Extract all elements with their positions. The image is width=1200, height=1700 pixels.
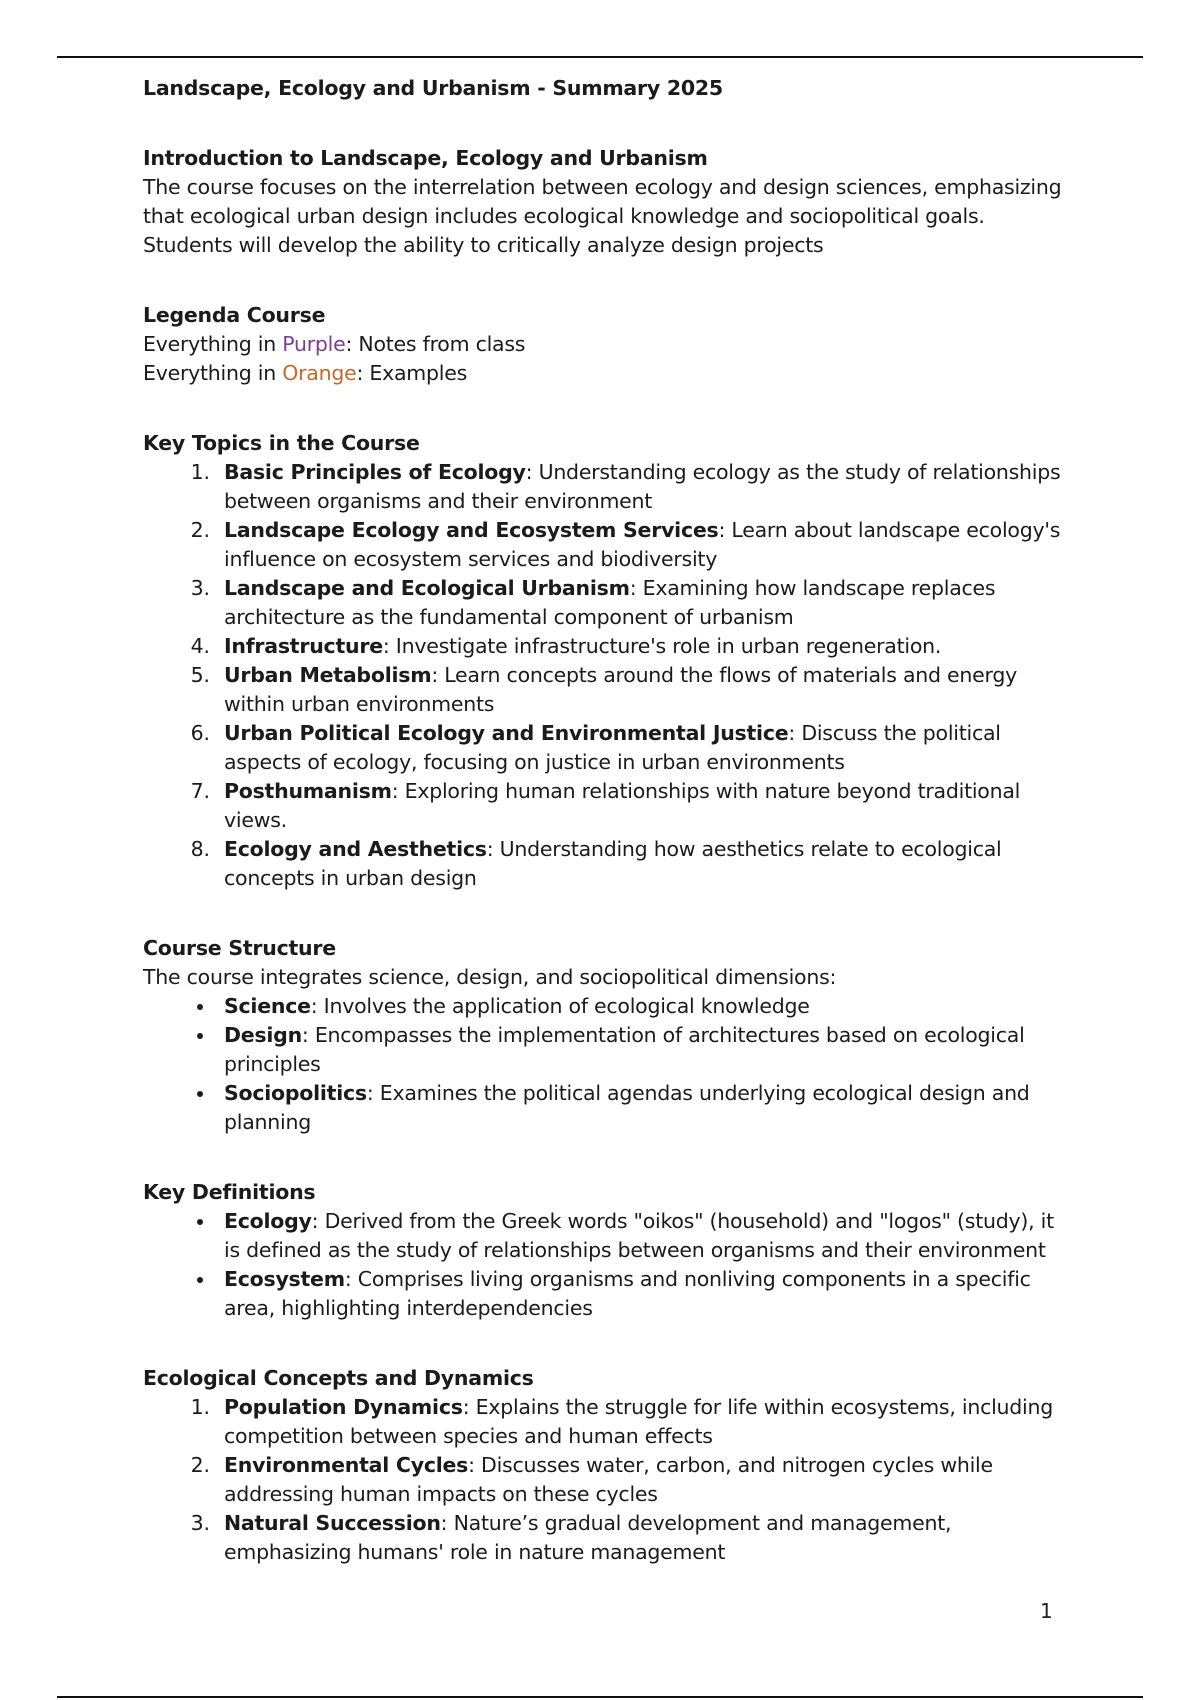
structure-term: Sociopolitics (224, 1081, 367, 1105)
topic-term: Landscape and Ecological Urbanism (224, 576, 630, 600)
course-structure-heading: Course Structure (143, 936, 336, 960)
list-item (216, 992, 1073, 1021)
topic-term: Ecology and Aesthetics (224, 837, 487, 861)
top-rule (57, 56, 1143, 58)
structure-term: Design (224, 1023, 302, 1047)
topic-desc: : Learn about landscape ecology's influence on ecosystem services and biodiversity (224, 518, 1061, 571)
key-definitions-heading: Key Definitions (143, 1180, 316, 1204)
legend-purple-word: Purple (282, 332, 346, 356)
legend-line-orange (143, 359, 1073, 388)
legend-line2-prefix: Everything in (143, 361, 283, 385)
legend-section (143, 301, 1073, 388)
list-item (216, 574, 1073, 632)
structure-desc: : Examines the political agendas underlying ecological design and planning (224, 1081, 1030, 1134)
document-title: Landscape, Ecology and Urbanism - Summary 2025 (143, 76, 723, 100)
concept-desc: : Nature’s gradual development and management, emphasizing humans' role in nature management (224, 1511, 952, 1564)
ecological-concepts-list (143, 1393, 1073, 1567)
course-structure-list (143, 992, 1073, 1137)
definition-term: Ecosystem (224, 1267, 345, 1291)
bottom-rule (57, 1696, 1143, 1698)
intro-body: The course focuses on the interrelation between ecology and design sciences, emphasizing that ecological urban design includes ecological knowledge and sociopolitical goals. Students will develop the ability to critically analyze design projects (143, 175, 1062, 257)
definition-desc: : Comprises living organisms and nonliving components in a specific area, highlighting interdependencies (224, 1267, 1031, 1320)
legend-line1-prefix: Everything in (143, 332, 283, 356)
topic-desc: : Understanding ecology as the study of relationships between organisms and their environment (224, 460, 1061, 513)
intro-section (143, 144, 1073, 260)
ecological-concepts-section (143, 1364, 1073, 1567)
list-item (216, 835, 1073, 893)
key-topics-heading: Key Topics in the Course (143, 431, 420, 455)
legend-heading: Legenda Course (143, 303, 326, 327)
document-body (143, 74, 1073, 1567)
structure-term: Science (224, 994, 311, 1018)
legend-line1-suffix: : Notes from class (345, 332, 526, 356)
topic-desc: : Understanding how aesthetics relate to ecological concepts in urban design (224, 837, 1002, 890)
list-item (216, 1509, 1073, 1567)
key-definitions-list (143, 1207, 1073, 1323)
topic-term: Posthumanism (224, 779, 392, 803)
topic-term: Landscape Ecology and Ecosystem Services (224, 518, 719, 542)
concept-term: Natural Succession (224, 1511, 441, 1535)
topic-term: Urban Metabolism (224, 663, 432, 687)
concept-desc: : Explains the struggle for life within ecosystems, including competition between species and human effects (224, 1395, 1053, 1448)
concept-desc: : Discusses water, carbon, and nitrogen cycles while addressing human impacts on these cycles (224, 1453, 993, 1506)
ecological-concepts-heading: Ecological Concepts and Dynamics (143, 1366, 534, 1390)
list-item (216, 1207, 1073, 1265)
topic-desc: : Exploring human relationships with nature beyond traditional views. (224, 779, 1021, 832)
structure-desc: : Involves the application of ecological knowledge (310, 994, 810, 1018)
key-definitions-section (143, 1178, 1073, 1323)
concept-term: Population Dynamics (224, 1395, 463, 1419)
topic-term: Basic Principles of Ecology (224, 460, 526, 484)
topic-term: Urban Political Ecology and Environmental Justice (224, 721, 789, 745)
concept-term: Environmental Cycles (224, 1453, 469, 1477)
list-item (216, 458, 1073, 516)
course-structure-section (143, 934, 1073, 1137)
topic-term: Infrastructure (224, 634, 383, 658)
legend-line-purple (143, 330, 1073, 359)
list-item (216, 777, 1073, 835)
list-item (216, 1021, 1073, 1079)
topic-desc: : Discuss the political aspects of ecology, focusing on justice in urban environments (224, 721, 1001, 774)
structure-desc: : Encompasses the implementation of architectures based on ecological principles (224, 1023, 1025, 1076)
topic-desc: : Examining how landscape replaces architecture as the fundamental component of urbanism (224, 576, 996, 629)
list-item (216, 1079, 1073, 1137)
topic-desc: : Learn concepts around the flows of materials and energy within urban environments (224, 663, 1017, 716)
list-item (216, 1393, 1073, 1451)
list-item (216, 1451, 1073, 1509)
list-item (216, 516, 1073, 574)
key-topics-section (143, 429, 1073, 893)
definition-desc: : Derived from the Greek words "oikos" (household) and "logos" (study), it is defined as the study of relationships between organisms and their environment (224, 1209, 1054, 1262)
legend-line2-suffix: : Examples (356, 361, 468, 385)
intro-heading: Introduction to Landscape, Ecology and Urbanism (143, 146, 708, 170)
key-topics-list (143, 458, 1073, 893)
list-item (216, 661, 1073, 719)
definition-term: Ecology (224, 1209, 312, 1233)
legend-orange-word: Orange (282, 361, 357, 385)
page-number: 1 (1040, 1599, 1053, 1623)
topic-desc: : Investigate infrastructure's role in urban regeneration. (382, 634, 942, 658)
list-item (216, 632, 1073, 661)
list-item (216, 719, 1073, 777)
list-item (216, 1265, 1073, 1323)
course-structure-intro: The course integrates science, design, and sociopolitical dimensions: (143, 965, 837, 989)
